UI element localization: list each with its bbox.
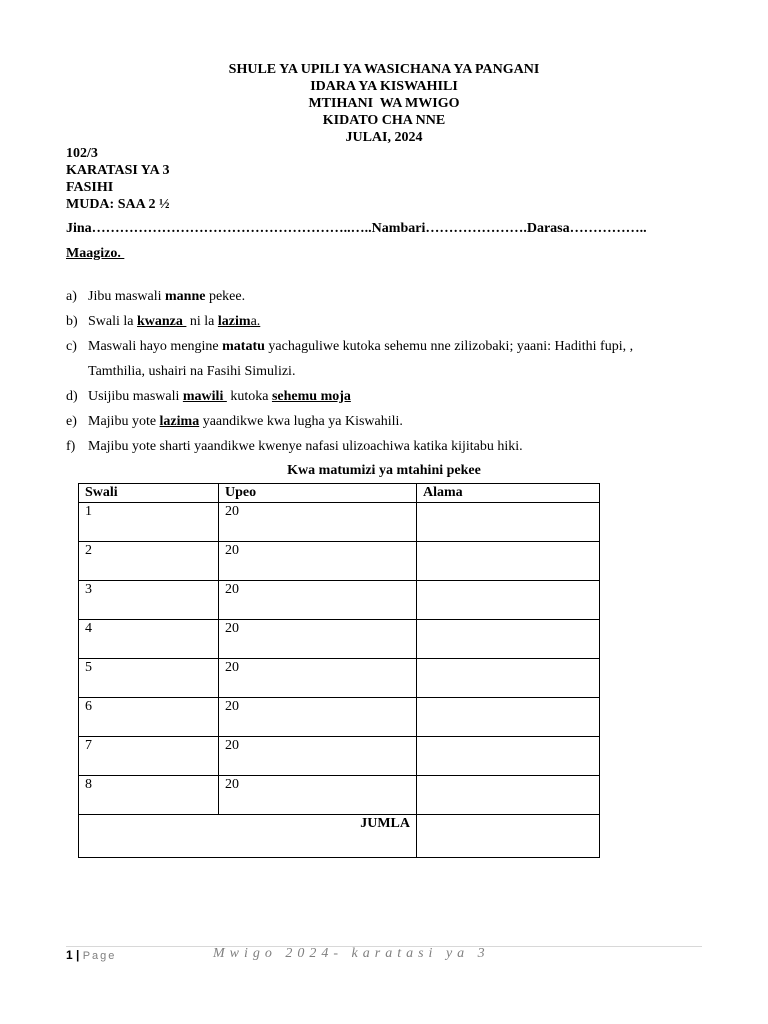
total-score-cell[interactable]	[417, 815, 600, 858]
instruction-item	[66, 313, 706, 330]
instruction-item	[66, 338, 706, 384]
paper-details	[66, 145, 169, 213]
question-cell: 3	[79, 581, 219, 620]
instructions-list	[66, 288, 706, 455]
question-cell: 1	[79, 503, 219, 542]
instruction-text: kutoka	[226, 389, 272, 404]
score-cell[interactable]	[417, 620, 600, 659]
max-score-cell: 20	[219, 737, 417, 776]
exam-date: JULAI, 2024	[345, 130, 423, 145]
question-cell: 8	[79, 776, 219, 815]
instruction-emphasis: matatu	[222, 339, 265, 354]
max-score-cell: 20	[219, 542, 417, 581]
instruction-text: Majibu yote	[88, 414, 160, 429]
instruction-text: Maswali hayo mengine	[88, 339, 223, 354]
exam-name: MTIHANI WA MWIGO	[308, 96, 460, 111]
instruction-emphasis: kwanza	[137, 314, 187, 329]
instruction-text: Swali la	[88, 314, 137, 329]
department-name: IDARA YA KISWAHILI	[310, 79, 458, 94]
school-name: SHULE YA UPILI YA WASICHANA YA PANGANI	[228, 62, 540, 77]
instruction-text: ni la	[186, 314, 218, 329]
subject-name: FASIHI	[66, 180, 114, 195]
table-row	[79, 737, 600, 776]
instruction-text: Tamthilia, ushairi na Fasihi Simulizi.	[88, 364, 296, 379]
footer-separator: |	[72, 948, 83, 962]
instruction-emphasis: mawili	[182, 389, 227, 404]
instruction-text: Usijibu maswali	[88, 389, 183, 404]
instruction-label: a)	[66, 289, 77, 304]
score-cell[interactable]	[417, 503, 600, 542]
max-score-cell: 20	[219, 581, 417, 620]
instruction-item	[66, 288, 706, 305]
score-cell[interactable]	[417, 581, 600, 620]
score-cell[interactable]	[417, 542, 600, 581]
page-word: Page	[82, 950, 117, 962]
document-header	[0, 61, 768, 146]
table-row	[79, 503, 600, 542]
score-cell[interactable]	[417, 737, 600, 776]
max-score-cell: 20	[219, 659, 417, 698]
table-header-row	[79, 484, 600, 503]
paper-number: KARATASI YA 3	[66, 163, 170, 178]
page-footer	[66, 948, 116, 962]
footer-title: Mwigo 2024- karatasi ya 3	[213, 946, 490, 961]
candidate-details-line: Jina………………………………………………..…..Nambari………………….Darasa……………..	[66, 221, 647, 236]
instruction-text: yachaguliwe kutoka sehemu nne zilizobaki; yaani: Hadithi fupi, ,	[264, 339, 634, 354]
column-header: Alama	[417, 484, 600, 503]
question-cell: 7	[79, 737, 219, 776]
instruction-text: Majibu yote sharti yaandikwe kwenye nafasi ulizoachiwa katika kijitabu hiki.	[88, 439, 523, 454]
marks-table	[78, 483, 600, 858]
question-cell: 4	[79, 620, 219, 659]
instruction-label: b)	[66, 314, 78, 329]
instruction-item	[66, 388, 706, 405]
max-score-cell: 20	[219, 620, 417, 659]
question-cell: 2	[79, 542, 219, 581]
page-number: 1	[66, 948, 73, 962]
table-caption: Kwa matumizi ya mtahini pekee	[287, 463, 481, 478]
column-header: Upeo	[219, 484, 417, 503]
table-row	[79, 698, 600, 737]
total-row	[79, 815, 600, 858]
instruction-text: a.	[250, 314, 261, 329]
table-row	[79, 581, 600, 620]
instruction-label: e)	[66, 414, 77, 429]
table-row	[79, 620, 600, 659]
instruction-text: pekee.	[205, 289, 246, 304]
table-row	[79, 776, 600, 815]
instruction-label: d)	[66, 389, 78, 404]
paper-code: 102/3	[66, 146, 98, 161]
max-score-cell: 20	[219, 503, 417, 542]
instruction-item	[66, 438, 706, 455]
score-cell[interactable]	[417, 659, 600, 698]
score-cell[interactable]	[417, 698, 600, 737]
table-row	[79, 659, 600, 698]
total-label: JUMLA	[79, 815, 417, 858]
instructions-title: Maagizo.	[66, 246, 125, 261]
table-row	[79, 542, 600, 581]
form-level: KIDATO CHA NNE	[322, 113, 446, 128]
instruction-emphasis: manne	[165, 289, 206, 304]
question-cell: 6	[79, 698, 219, 737]
instruction-text: yaandikwe kwa lugha ya Kiswahili.	[199, 414, 403, 429]
score-cell[interactable]	[417, 776, 600, 815]
instruction-emphasis: lazim	[217, 314, 251, 329]
instruction-emphasis: lazima	[159, 414, 200, 429]
instruction-text: Jibu maswali	[88, 289, 165, 304]
instruction-item	[66, 413, 706, 430]
duration: MUDA: SAA 2 ½	[66, 197, 170, 212]
column-header: Swali	[79, 484, 219, 503]
max-score-cell: 20	[219, 776, 417, 815]
max-score-cell: 20	[219, 698, 417, 737]
instruction-emphasis: sehemu moja	[271, 389, 351, 404]
instruction-label: c)	[66, 339, 77, 354]
instruction-label: f)	[66, 439, 76, 454]
question-cell: 5	[79, 659, 219, 698]
